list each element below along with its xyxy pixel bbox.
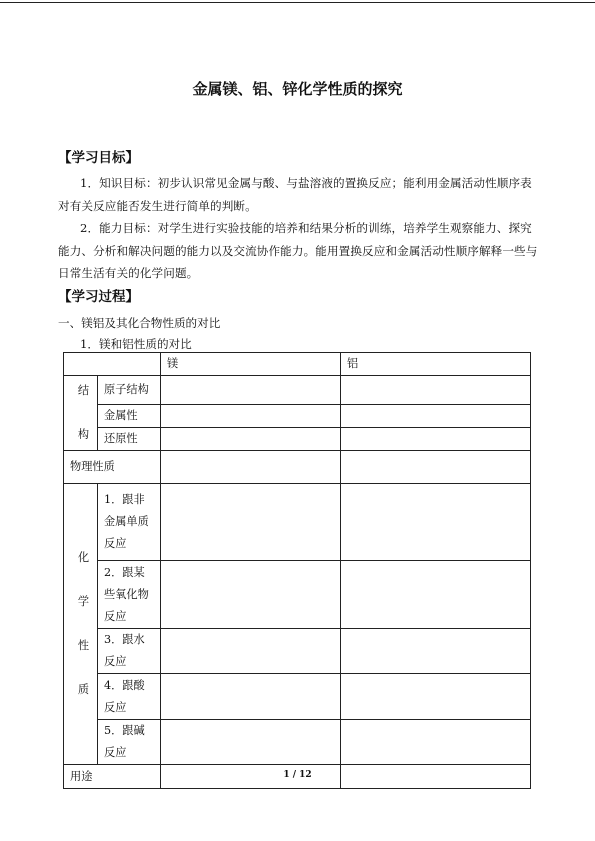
- header-al: 铝: [341, 353, 531, 376]
- row-label: 5．跟碱 反应: [98, 720, 161, 765]
- section-heading-objectives: 【学习目标】: [58, 150, 139, 166]
- structure-group-label: 结 构: [64, 376, 98, 451]
- sub-heading: 1．镁和铝性质的对比: [80, 337, 192, 351]
- row-label-physical: 物理性质: [64, 451, 161, 484]
- chem-group-label: 化 学 性 质: [64, 484, 98, 765]
- table-cell: [341, 674, 531, 720]
- objective-knowledge: 1．知识目标：初步认识常见金属与酸、与盐溶液的置换反应；能利用金属活动性顺序表对有关反应能否发生进行简单的判断。: [58, 176, 532, 213]
- row-label-usage: 用途: [64, 765, 161, 789]
- table-cell: [161, 674, 341, 720]
- row-label: 2．跟某 些氧化物 反应: [98, 561, 161, 629]
- row-label: 金属性: [98, 405, 161, 428]
- table-cell: [341, 451, 531, 484]
- row-label: 原子结构: [98, 376, 161, 405]
- table-cell: [341, 405, 531, 428]
- header-mg: 镁: [161, 353, 341, 376]
- table-cell: [161, 428, 341, 451]
- table-cell: [161, 561, 341, 629]
- row-label: 4．跟酸 反应: [98, 674, 161, 720]
- row-label: 1．跟非 金属单质 反应: [98, 484, 161, 561]
- table-cell: [341, 484, 531, 561]
- comparison-table: [63, 352, 531, 789]
- header-empty-cell: [64, 353, 161, 376]
- part-heading: 一、镁铝及其化合物性质的对比: [58, 316, 221, 330]
- table-cell: [161, 405, 341, 428]
- table-cell: [161, 629, 341, 674]
- table-cell: [341, 428, 531, 451]
- table-cell: [341, 720, 531, 765]
- table-cell: [341, 629, 531, 674]
- header-rule: [0, 2, 595, 3]
- table-cell: [341, 376, 531, 405]
- page-number: 1 / 12: [283, 770, 312, 780]
- table-cell: [161, 376, 341, 405]
- document-title: 金属镁、铝、锌化学性质的探究: [192, 80, 403, 98]
- objective-ability: 2．能力目标：对学生进行实验技能的培养和结果分析的训练，培养学生观察能力、探究能力、分析和解决问题的能力以及交流协作能力。能用置换反应和金属活动性顺序解释一些与日常生活有关的化学问题。: [58, 221, 538, 280]
- section-heading-process: 【学习过程】: [58, 289, 139, 305]
- table-cell: [161, 451, 341, 484]
- row-label: 3．跟水 反应: [98, 629, 161, 674]
- table-cell: [161, 484, 341, 561]
- table-cell: [161, 720, 341, 765]
- row-label: 还原性: [98, 428, 161, 451]
- table-cell: [341, 561, 531, 629]
